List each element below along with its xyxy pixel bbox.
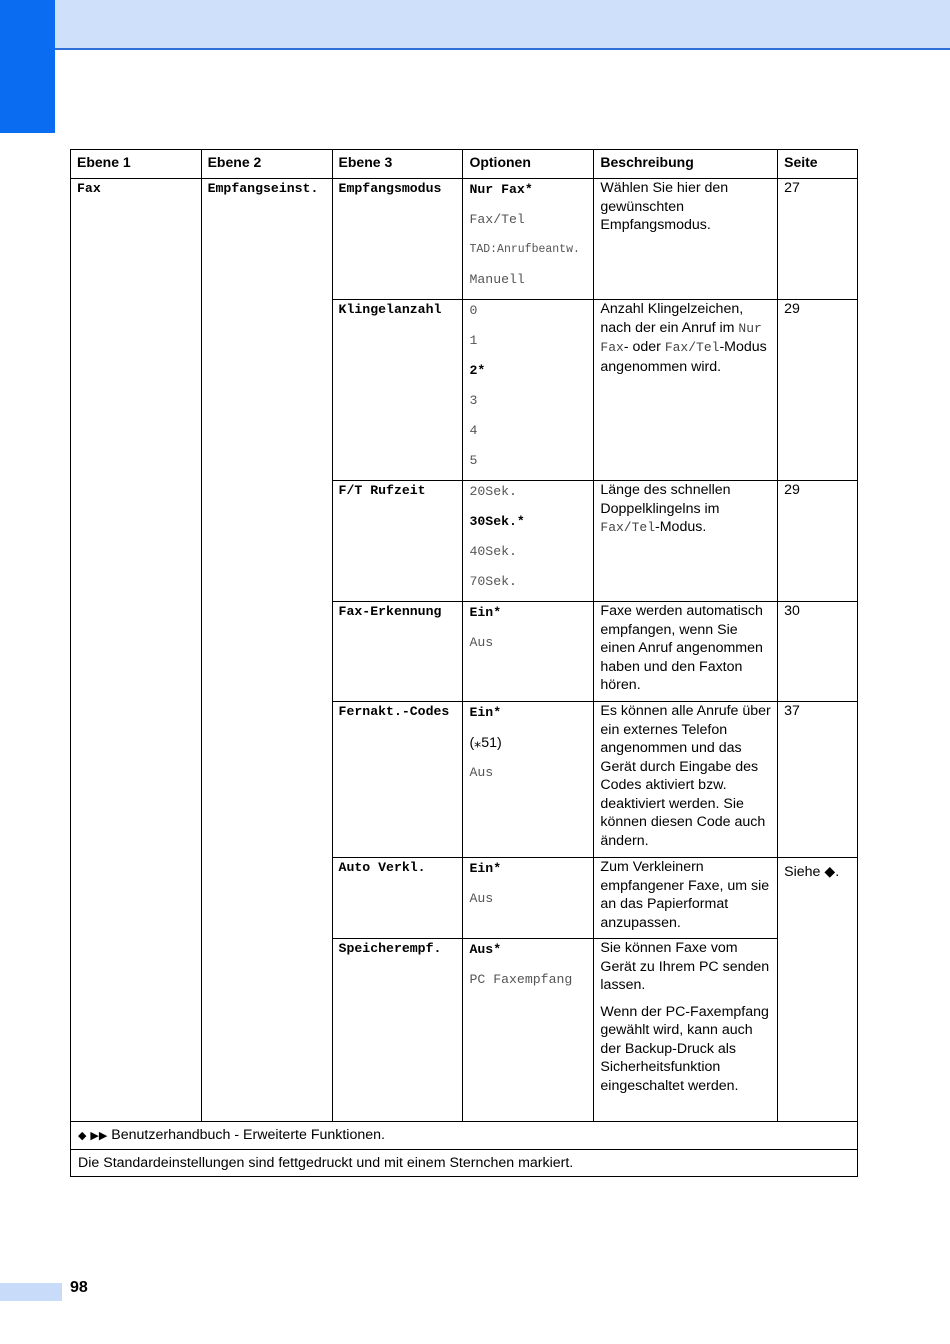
level3-label: F/T Rufzeit: [338, 483, 426, 498]
options-cell: [463, 858, 594, 939]
page-ref: 29: [784, 301, 800, 317]
option-code: (⁎51): [469, 735, 502, 751]
level2-label: Empfangseinst.: [207, 181, 319, 196]
footnote-row: [71, 1149, 858, 1176]
page-ref: Siehe ◆.: [784, 864, 840, 880]
header-description: Beschreibung: [594, 150, 778, 179]
option: 4: [469, 423, 478, 438]
level1-label: Fax: [77, 181, 101, 196]
option: Aus: [469, 635, 494, 650]
description-cell: [594, 858, 778, 939]
description-text: Länge des schnellen Doppelklingelns im: [600, 482, 731, 517]
description-cell: [594, 602, 778, 702]
option-default: 2*: [469, 363, 486, 378]
header-level1: Ebene 1: [71, 150, 202, 179]
settings-table: [70, 149, 858, 1177]
level3-label: Fax-Erkennung: [338, 604, 442, 619]
options-cell: [463, 939, 594, 1122]
diamond-icon: ◆: [78, 1130, 87, 1142]
option-default: Aus*: [469, 942, 502, 957]
page-cell: [778, 702, 858, 858]
option: Fax/Tel: [469, 212, 525, 227]
page-cell: [778, 179, 858, 300]
chapter-tab: [0, 0, 55, 133]
description-text: Anzahl Klingelzeichen, nach der ein Anruf im: [600, 301, 744, 336]
mode-name: Fax/Tel: [600, 520, 656, 535]
description-text: -Modus angenommen wird.: [600, 339, 767, 375]
option: Aus: [469, 765, 494, 780]
option: 1: [469, 333, 478, 348]
header-level2: Ebene 2: [201, 150, 332, 179]
description-text: -Modus.: [655, 519, 707, 535]
option-default: Nur Fax*: [469, 182, 533, 197]
footnote-reference: [71, 1122, 858, 1150]
options-cell: [463, 179, 594, 300]
options-cell: [463, 602, 594, 702]
option: Aus: [469, 891, 494, 906]
option: 40Sek.: [469, 544, 517, 559]
page-cell: [778, 300, 858, 481]
description-cell: [594, 300, 778, 481]
option-default: Ein*: [469, 705, 502, 720]
option: 3: [469, 393, 478, 408]
footnote-row: [71, 1122, 858, 1150]
option-default: Ein*: [469, 605, 502, 620]
option: 5: [469, 453, 478, 468]
level3-label: Empfangsmodus: [338, 181, 442, 196]
mode-name: Fax/Tel: [664, 340, 720, 355]
level3-label: Auto Verkl.: [338, 860, 426, 875]
page-ref: 30: [784, 603, 800, 619]
options-cell: [463, 702, 594, 858]
description-text: Wählen Sie hier den gewünschten Empfangsmodus.: [600, 180, 729, 233]
option: PC Faxempfang: [469, 972, 573, 987]
option: TAD:Anrufbeantw.: [469, 243, 580, 256]
page-ref: 27: [784, 180, 800, 196]
mode-name: Nur Fax: [600, 320, 762, 355]
description-cell: [594, 481, 778, 602]
option: 0: [469, 303, 478, 318]
options-cell: [463, 300, 594, 481]
page-ref: 37: [784, 703, 800, 719]
description-cell: [594, 702, 778, 858]
double-arrow-icon: ▶▶: [90, 1130, 108, 1142]
level3-label: Speicherempf.: [338, 941, 442, 956]
option: Manuell: [469, 272, 525, 287]
footer-band: [0, 1283, 62, 1301]
description-text: Zum Verkleinern empfangener Faxe, um sie an das Papierformat anzupassen.: [600, 859, 770, 931]
table-row: [71, 179, 858, 300]
page-cell: [778, 602, 858, 702]
option: 70Sek.: [469, 574, 517, 589]
description-text: Faxe werden automatisch empfangen, wenn Sie einen Anruf angenommen haben und den Faxton hören.: [600, 603, 763, 693]
description-cell: [594, 179, 778, 300]
page-ref: 29: [784, 482, 800, 498]
options-cell: [463, 481, 594, 602]
page-cell: [778, 858, 858, 1122]
description-cell: [594, 939, 778, 1122]
level3-label: Fernakt.-Codes: [338, 704, 450, 719]
option-default: 30Sek.*: [469, 514, 525, 529]
footnote-default: Die Standardeinstellungen sind fettgedruckt und mit einem Sternchen markiert.: [71, 1149, 858, 1176]
level3-label: Klingelanzahl: [338, 302, 442, 317]
level1-cell: [71, 179, 202, 1122]
description-text: Sie können Faxe vom Gerät zu Ihrem PC senden lassen.: [600, 940, 770, 993]
option-default: Ein*: [469, 861, 502, 876]
header-band: [55, 0, 950, 50]
header-level3: Ebene 3: [332, 150, 463, 179]
header-options: Optionen: [463, 150, 594, 179]
option: 20Sek.: [469, 484, 517, 499]
footnote-reference-text: Benutzerhandbuch - Erweiterte Funktionen.: [111, 1127, 385, 1143]
description-text: Es können alle Anrufe über ein externes Telefon angenommen und das Gerät durch Eingabe des Codes aktiviert bzw. deaktiviert werden. Sie können diesen Code auch ändern.: [600, 703, 771, 849]
page-number: 98: [70, 1279, 88, 1296]
table-header-row: [71, 150, 858, 179]
header-page: Seite: [778, 150, 858, 179]
description-text: - oder: [623, 339, 665, 355]
page-cell: [778, 481, 858, 602]
level2-cell: [201, 179, 332, 1122]
description-text: Wenn der PC-Faxempfang gewählt wird, kann auch der Backup-Druck als Sicherheitsfunktion eingeschaltet werden.: [600, 1003, 769, 1094]
